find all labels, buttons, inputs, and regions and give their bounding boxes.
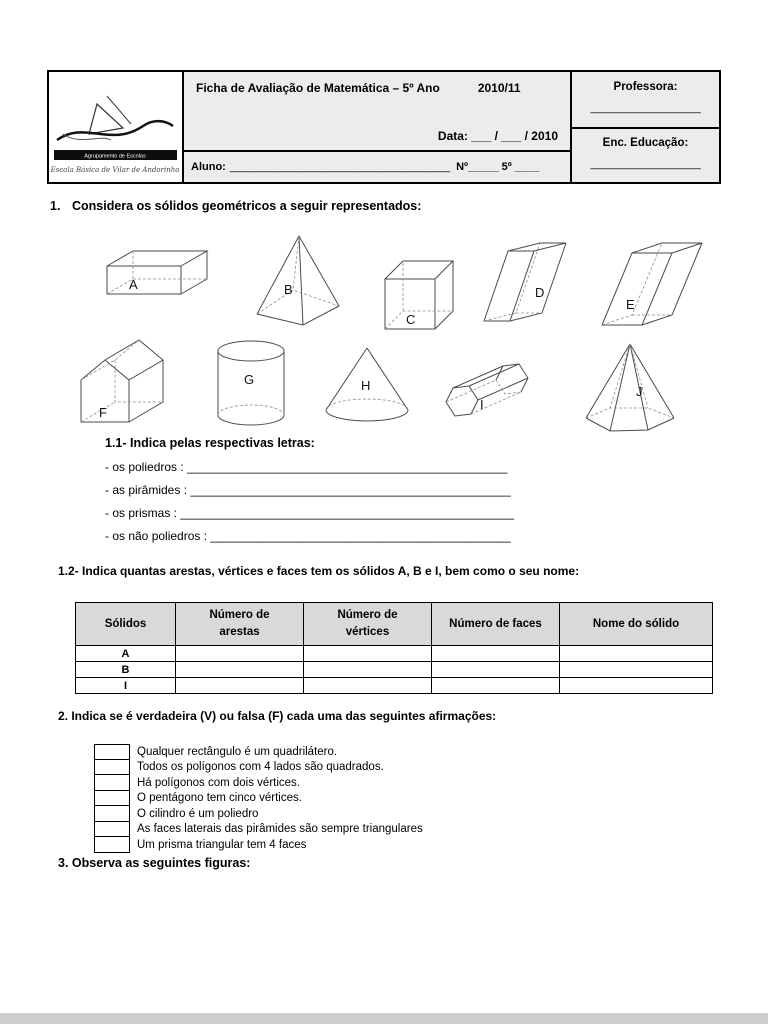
solid-i-label: I xyxy=(480,397,484,412)
table-header-row xyxy=(76,603,713,646)
answer-box xyxy=(94,744,130,760)
statement-text: As faces laterais das pirâmides são sempre triangulares xyxy=(137,823,423,836)
solid-d-label: D xyxy=(535,285,545,300)
statement-row xyxy=(94,822,423,838)
answer-line-piramides xyxy=(105,483,514,506)
solid-j-figure xyxy=(582,338,678,434)
school-logo-icon xyxy=(49,76,182,182)
answer-label: - os não poliedros : xyxy=(105,529,211,543)
answer-cell xyxy=(176,662,304,678)
statement-row xyxy=(94,744,423,760)
col-header-nome: Nome do sólido xyxy=(560,603,713,646)
answer-label: - os poliedros : xyxy=(105,460,188,474)
solid-h-label: H xyxy=(361,378,371,393)
solid-f-figure xyxy=(75,332,175,426)
question-1-1-title: 1.1- Indica pelas respectivas letras: xyxy=(105,436,315,450)
solid-b-figure xyxy=(251,232,346,328)
teacher-section xyxy=(572,72,719,129)
student-number-field: Nº_____ 5º ____ xyxy=(456,161,540,173)
header-title-area xyxy=(184,72,570,150)
solid-f-label: F xyxy=(99,405,107,420)
answer-label: - as pirâmides : xyxy=(105,483,191,497)
solid-e-figure xyxy=(598,237,706,329)
logo-script-text: Escola Básica de Vilar de Andorinho xyxy=(50,166,180,174)
answer-box xyxy=(94,760,130,776)
solid-c-label: C xyxy=(406,312,416,327)
answer-cell xyxy=(304,678,432,694)
logo-banner-text: Agrupamento de Escolas xyxy=(84,153,146,160)
guardian-section xyxy=(572,129,719,183)
solid-row-label: B xyxy=(76,662,176,678)
solid-h-figure xyxy=(322,344,412,424)
solid-j-label: J xyxy=(636,384,643,399)
solid-c-figure xyxy=(373,253,461,333)
solids-figure-group xyxy=(48,228,720,434)
answer-line-poliedros xyxy=(105,460,514,483)
solid-i-figure xyxy=(440,352,540,426)
answer-cell xyxy=(560,662,713,678)
statement-text: Qualquer rectângulo é um quadrilátero. xyxy=(137,745,338,758)
question-3-title: 3. Observa as seguintes figuras: xyxy=(58,856,251,870)
solid-a-label: A xyxy=(129,277,138,292)
question-2-title: 2. Indica se é verdadeira (V) ou falsa (F) cada uma das seguintes afirmações: xyxy=(58,709,497,723)
answer-line-prismas xyxy=(105,506,514,529)
answer-cell xyxy=(304,662,432,678)
question-1-number: 1. xyxy=(50,199,61,213)
statement-text: Há polígonos com dois vértices. xyxy=(137,776,300,789)
true-false-list xyxy=(94,744,423,853)
answer-box xyxy=(94,806,130,822)
statement-row xyxy=(94,760,423,776)
question-1-title xyxy=(50,199,421,213)
answer-cell xyxy=(432,646,560,662)
answer-box xyxy=(94,822,130,838)
school-year: 2010/11 xyxy=(477,81,521,95)
answer-cell xyxy=(560,646,713,662)
answer-blank: ________________________________________________ xyxy=(187,460,508,474)
statement-text: O pentágono tem cinco vértices. xyxy=(137,792,302,805)
solid-row-label: A xyxy=(76,646,176,662)
solid-g-label: G xyxy=(244,372,255,387)
header-logo-cell xyxy=(49,72,184,182)
page-bottom-edge xyxy=(0,1013,768,1024)
col-header-solidos: Sólidos xyxy=(76,603,176,646)
table-row xyxy=(76,646,713,662)
date-field: Data: ___ / ___ / 2010 xyxy=(437,129,558,143)
answer-blank: _____________________________________________ xyxy=(210,529,511,543)
solid-g-figure xyxy=(214,338,288,428)
answer-box xyxy=(94,775,130,791)
solid-a-figure xyxy=(103,246,221,298)
statement-row xyxy=(94,791,423,807)
solid-row-label: I xyxy=(76,678,176,694)
answer-cell xyxy=(304,646,432,662)
answer-cell xyxy=(176,678,304,694)
question-1-text: Considera os sólidos geométricos a seguir representados: xyxy=(72,199,422,213)
guardian-signature-blank: __________________ xyxy=(590,157,701,170)
answer-cell xyxy=(176,646,304,662)
statement-row xyxy=(94,837,423,853)
statement-row xyxy=(94,806,423,822)
answer-line-nao-poliedros xyxy=(105,529,514,552)
header-right-cell xyxy=(572,72,719,182)
student-name-blank: ____________________________________ xyxy=(229,161,451,173)
statement-row xyxy=(94,775,423,791)
student-name-label: Aluno: xyxy=(191,161,226,173)
table-row xyxy=(76,662,713,678)
answer-blank: ________________________________________________ xyxy=(190,483,511,497)
answer-label: - os prismas : xyxy=(105,506,181,520)
student-row xyxy=(184,150,570,182)
answer-cell xyxy=(432,662,560,678)
answer-blank: __________________________________________________ xyxy=(180,506,515,520)
col-header-arestas: Número de arestas xyxy=(176,603,304,646)
question-1-2-title: 1.2- Indica quantas arestas, vértices e faces tem os sólidos A, B e I, bem como o seu nome: xyxy=(58,564,580,578)
solid-d-figure xyxy=(478,237,573,327)
answer-cell xyxy=(560,678,713,694)
guardian-label: Enc. Educação: xyxy=(602,136,689,149)
solid-e-label: E xyxy=(626,297,635,312)
statement-text: O cilindro é um poliedro xyxy=(137,807,259,820)
teacher-signature-blank: __________________ xyxy=(590,102,701,114)
header xyxy=(47,70,721,184)
question-1-1-answers xyxy=(105,460,514,552)
statement-text: Um prisma triangular tem 4 faces xyxy=(137,838,307,851)
solids-table xyxy=(75,602,713,694)
answer-box xyxy=(94,791,130,807)
solid-b-label: B xyxy=(284,282,293,297)
answer-cell xyxy=(432,678,560,694)
header-middle-cell xyxy=(184,72,572,182)
teacher-label: Professora: xyxy=(613,81,678,93)
col-header-faces: Número de faces xyxy=(432,603,560,646)
table-row xyxy=(76,678,713,694)
statement-text: Todos os polígonos com 4 lados são quadrados. xyxy=(137,761,384,774)
col-header-vertices: Número de vértices xyxy=(304,603,432,646)
sheet-title: Ficha de Avaliação de Matemática – 5º Ano xyxy=(196,81,440,95)
answer-box xyxy=(94,837,130,853)
